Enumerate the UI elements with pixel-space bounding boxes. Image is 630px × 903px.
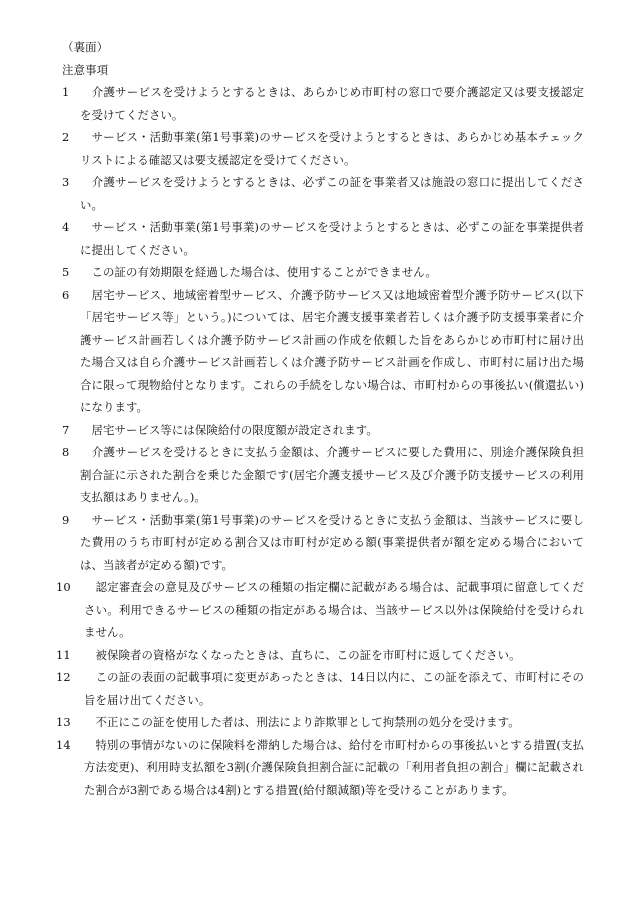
note-text: 被保険者の資格がなくなったときは、直ちに、この証を市町村に返してください。	[84, 647, 521, 662]
note-text: サービス・活動事業(第1号事業)のサービスを受けようとするときは、必ずこの証を事業提供者に提出してください。	[80, 220, 584, 257]
note-text: 介護サービスを受けようとするときは、必ずこの証を事業者又は施設の窓口に提出してください。	[80, 175, 584, 212]
note-text: 居宅サービス等には保険給付の限度額が設定されます。	[80, 422, 378, 437]
note-number: 12	[56, 670, 71, 684]
note-item	[62, 419, 584, 442]
note-number: 4	[62, 220, 70, 234]
note-number: 14	[56, 737, 71, 752]
note-item	[56, 711, 584, 734]
note-text: 居宅サービス、地域密着型サービス、介護予防サービス又は地域密着型介護予防サービス(以下「居宅サービス等」という。)については、居宅介護支援事業者若しくは介護予防支援事業者に介護サービス計画若しくは介護予防サービス計画の作成を依頼した旨をあらかじめ市町村に届け出た場合又は自ら介護サービス計画若しくは介護予防サービス計画を作成し、市町村に届け出た場合に限って現物給付となります。これらの手続をしない場合は、市町村からの事後払い(償還払い)になります。	[80, 287, 584, 414]
note-item	[56, 576, 584, 644]
note-item	[62, 509, 584, 577]
note-number: 3	[62, 175, 70, 189]
note-number: 7	[62, 422, 70, 437]
note-text: 特別の事情がないのに保険料を滞納した場合は、給付を市町村からの事後払いとする措置(支払方法変更)、利用時支払額を3割(介護保険負担割合証に記載の「利用者負担の割合」欄に記載された割合が3割である場合は4割)とする措置(給付額減額)等を受けることがあります。	[84, 737, 584, 797]
note-text: 介護サービスを受けようとするときは、あらかじめ市町村の窓口で要介護認定又は要支援認定を受けてください。	[80, 85, 584, 122]
note-number: 9	[62, 512, 70, 527]
note-item	[62, 216, 584, 261]
note-item	[62, 261, 584, 284]
note-item	[56, 666, 584, 711]
note-text: サービス・活動事業(第1号事業)のサービスを受けようとするときは、あらかじめ基本チェックリストによる確認又は要支援認定を受けてください。	[80, 130, 584, 167]
note-item	[62, 126, 584, 171]
note-number: 8	[62, 445, 70, 459]
note-text: 不正にこの証を使用した者は、刑法により詐欺罪として拘禁刑の処分を受けます。	[84, 715, 520, 729]
note-item	[62, 441, 584, 509]
note-item	[56, 734, 584, 802]
note-number: 6	[62, 287, 70, 302]
note-number: 5	[62, 265, 70, 279]
note-number: 13	[56, 715, 71, 729]
note-text: 認定審査会の意見及びサービスの種類の指定欄に記載がある場合は、記載事項に留意してください。利用できるサービスの種類の指定がある場合は、当該サービス以外は保険給付を受けられません。	[84, 580, 584, 639]
note-text: 介護サービスを受けるときに支払う金額は、介護サービスに要した費用に、別途介護保険負担割合証に示された割合を乗じた金額です(居宅介護支援サービス及び介護予防支援サービスの利用支払額はありません。)。	[80, 445, 584, 504]
note-number: 10	[56, 580, 71, 594]
note-item	[56, 644, 584, 667]
note-item	[62, 81, 584, 126]
note-text: この証の表面の記載事項に変更があったときは、14日以内に、この証を添えて、市町村にその旨を届け出てください。	[84, 670, 584, 707]
note-text: サービス・活動事業(第1号事業)のサービスを受けるときに支払う金額は、当該サービスに要した費用のうち市町村が定める割合又は市町村が定める額(事業提供者が額を定める場合においては、当該者が定める額)です。	[80, 512, 584, 572]
note-number: 2	[62, 130, 70, 144]
note-number: 11	[56, 647, 71, 662]
note-item	[62, 284, 584, 419]
notes-title: 注意事項	[62, 62, 109, 77]
note-item	[62, 171, 584, 216]
side-label: （裏面）	[62, 40, 109, 54]
note-text: この証の有効期限を経過した場合は、使用することができません。	[80, 265, 437, 279]
notes-list	[56, 81, 584, 801]
note-number: 1	[62, 85, 70, 99]
